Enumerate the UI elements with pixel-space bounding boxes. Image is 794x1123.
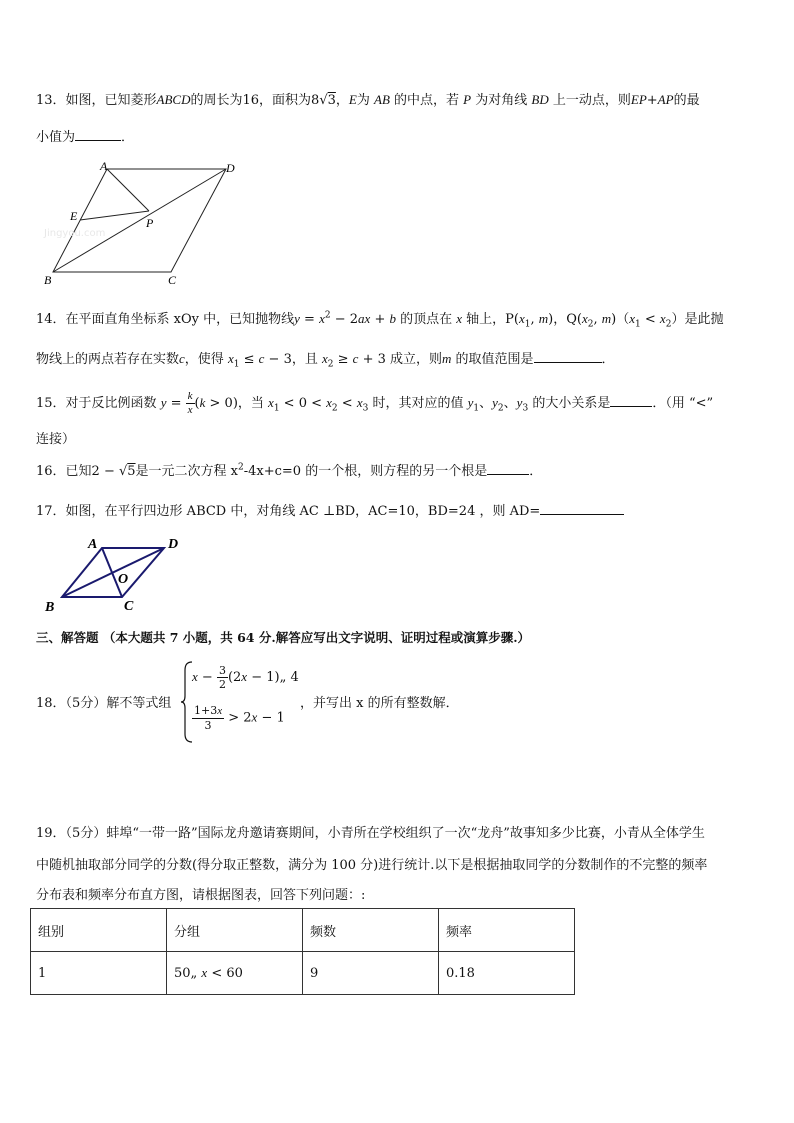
label-c: C: [124, 599, 134, 614]
segment-ap: [107, 169, 149, 211]
cell-frequency-rate: 0.18: [439, 952, 575, 995]
q18-prefix: 18．（5分）解不等式组: [36, 696, 172, 711]
q14-line2: 物线上的两点若存在实数c，使得 $x_1 \le c - 3$，且 $x_2 \ge c + 3$ 成立，则m 的取值范围是 ．: [36, 351, 615, 370]
q19-line1: 19．（5分）蚌埠“一带一路”国际龙舟邀请赛期间，小青所在学校组织了一次“龙舟”故事知多少比赛，小青从全体学生: [36, 826, 705, 841]
header-frequency-count: 频数: [303, 909, 439, 952]
label-o: O: [118, 572, 129, 587]
label-b: B: [45, 600, 55, 615]
label-b: B: [44, 273, 52, 287]
label-c: C: [168, 273, 177, 287]
section3-title: 三、解答题 （本大题共 7 小题，共 64 分.解答应写出文字说明、证明过程或演算步骤.）: [36, 630, 531, 645]
q13-line1: 13．如图，已知菱形ABCD的周长为16，面积为8√3，E为 AB 的中点，若 P 为对角线 BD 上一动点，则EP+AP的最: [36, 92, 700, 108]
watermark: Jingyou.com: [44, 228, 106, 239]
parallelogram-figure: [40, 530, 200, 618]
q19-line2: 中随机抽取部分同学的分数(得分取正整数，满分为 100 分)进行统计.以下是根据抽取同学的分数制作的不完整的频率: [36, 858, 708, 873]
header-frequency-rate: 频率: [439, 909, 575, 952]
q18-suffix: ，并写出 x 的所有整数解．: [300, 696, 459, 711]
label-a: A: [100, 159, 108, 173]
segment-ep: [80, 211, 149, 220]
diagonal-bd: [53, 169, 226, 272]
q14-line1: 14．在平面直角坐标系 xOy 中，已知抛物线$y = x^2 - 2ax + b$ 的顶点在 x 轴上，$P(x_1$, m)，$Q(x_2$, $m)(x_1 < x_2)$是此抛: [36, 310, 724, 330]
label-a: A: [88, 537, 98, 552]
table-row: [31, 952, 575, 995]
diagonal-bd: [62, 548, 164, 597]
frequency-table: [30, 908, 575, 995]
cell-group-id: 1: [31, 952, 167, 995]
q19-line3: 分布表和频率分布直方图，请根据图表，回答下列问题：:: [36, 888, 366, 903]
q13-line2: 小值为 ．: [36, 130, 135, 145]
q17-line1: 17．如图，在平行四边形 ABCD 中，对角线 AC ⊥BD，AC=10，BD=24 ，则 AD=: [36, 500, 624, 519]
cell-frequency-count: 9: [303, 952, 439, 995]
label-e: E: [70, 209, 78, 223]
label-d: D: [168, 537, 179, 552]
header-group-id: 组别: [31, 909, 167, 952]
q15-line1: 15．对于反比例函数 y = $\frac{k}{x}$ (k > 0)，当 $x_1 < 0 < x_2 < x_3$ 时，其对应的值 $y_1$、$y_2$、$y_3$ 的大小关系是 ．（用 “<”: [36, 390, 714, 416]
header-range: 分组: [167, 909, 303, 952]
label-p: P: [146, 216, 154, 230]
q15-line2: 连接）: [36, 432, 76, 447]
cell-range: 50„ x < 60: [167, 952, 303, 995]
rhombus-figure: [40, 158, 240, 288]
q16-line1: 16．已知2 − √5是一元二次方程 $x^2-4x+c=0$ 的一个根，则方程的另一个根是 ．: [36, 462, 543, 479]
q18-inequality-1: x − $\frac{3}{2}$ (2x − 1)„ 4: [192, 664, 299, 691]
label-d: D: [226, 161, 235, 175]
q18-inequality-2: $\frac{1+3x}{3}$ > 2x − 1: [194, 704, 285, 732]
table-header-row: [31, 909, 575, 952]
